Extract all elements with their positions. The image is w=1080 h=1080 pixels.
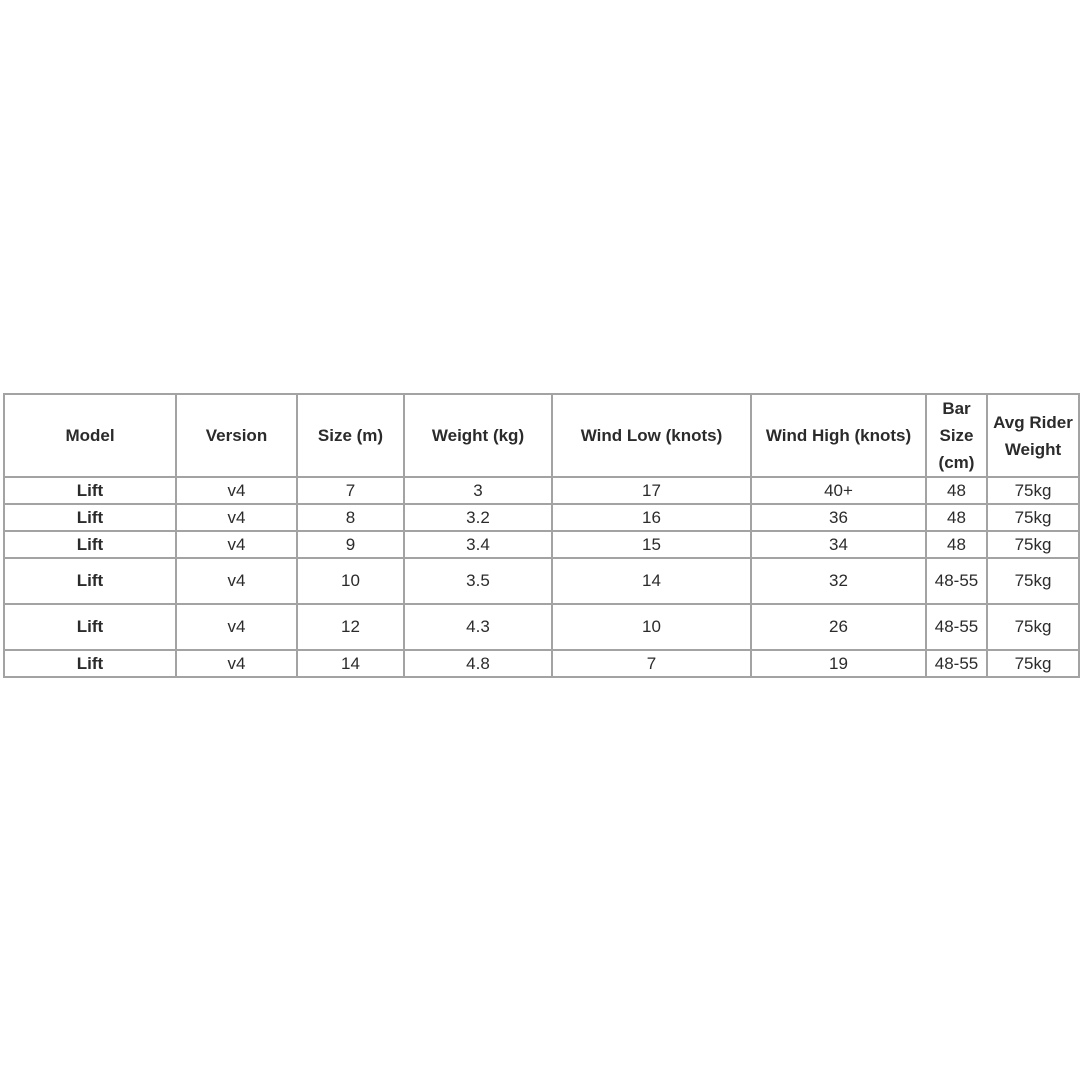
cell-model: Lift [4, 477, 176, 504]
cell-avg-rider-weight: 75kg [987, 504, 1079, 531]
cell-avg-rider-weight: 75kg [987, 531, 1079, 558]
header-size: Size (m) [297, 394, 404, 477]
cell-size: 9 [297, 531, 404, 558]
header-wind-low: Wind Low (knots) [552, 394, 751, 477]
table-row [4, 650, 1079, 677]
cell-size: 7 [297, 477, 404, 504]
kite-spec-table [3, 393, 1080, 678]
cell-wind-high: 36 [751, 504, 926, 531]
header-wind-high: Wind High (knots) [751, 394, 926, 477]
cell-size: 10 [297, 558, 404, 604]
cell-model: Lift [4, 504, 176, 531]
header-model: Model [4, 394, 176, 477]
cell-size: 8 [297, 504, 404, 531]
table-row [4, 504, 1079, 531]
cell-size: 14 [297, 650, 404, 677]
header-bar-size: Bar Size (cm) [926, 394, 987, 477]
header-version: Version [176, 394, 297, 477]
cell-bar-size: 48-55 [926, 604, 987, 650]
cell-avg-rider-weight: 75kg [987, 477, 1079, 504]
cell-avg-rider-weight: 75kg [987, 650, 1079, 677]
cell-wind-high: 32 [751, 558, 926, 604]
cell-model: Lift [4, 531, 176, 558]
cell-version: v4 [176, 604, 297, 650]
cell-version: v4 [176, 558, 297, 604]
cell-weight: 3.4 [404, 531, 552, 558]
cell-version: v4 [176, 531, 297, 558]
cell-bar-size: 48 [926, 477, 987, 504]
cell-wind-low: 15 [552, 531, 751, 558]
cell-size: 12 [297, 604, 404, 650]
cell-weight: 3.2 [404, 504, 552, 531]
cell-wind-low: 7 [552, 650, 751, 677]
cell-bar-size: 48 [926, 531, 987, 558]
table-row [4, 531, 1079, 558]
cell-weight: 4.8 [404, 650, 552, 677]
table-row [4, 604, 1079, 650]
cell-wind-high: 19 [751, 650, 926, 677]
cell-weight: 3 [404, 477, 552, 504]
cell-weight: 3.5 [404, 558, 552, 604]
cell-wind-low: 17 [552, 477, 751, 504]
cell-model: Lift [4, 650, 176, 677]
table-header-row [4, 394, 1079, 477]
cell-wind-low: 14 [552, 558, 751, 604]
cell-wind-high: 34 [751, 531, 926, 558]
cell-avg-rider-weight: 75kg [987, 604, 1079, 650]
header-avg-rider-weight: Avg Rider Weight [987, 394, 1079, 477]
table-row [4, 558, 1079, 604]
cell-model: Lift [4, 558, 176, 604]
cell-version: v4 [176, 650, 297, 677]
cell-bar-size: 48-55 [926, 558, 987, 604]
cell-wind-high: 40+ [751, 477, 926, 504]
cell-version: v4 [176, 504, 297, 531]
cell-model: Lift [4, 604, 176, 650]
cell-version: v4 [176, 477, 297, 504]
cell-weight: 4.3 [404, 604, 552, 650]
table-row [4, 477, 1079, 504]
cell-wind-low: 10 [552, 604, 751, 650]
header-weight: Weight (kg) [404, 394, 552, 477]
cell-wind-low: 16 [552, 504, 751, 531]
cell-bar-size: 48 [926, 504, 987, 531]
cell-bar-size: 48-55 [926, 650, 987, 677]
cell-avg-rider-weight: 75kg [987, 558, 1079, 604]
cell-wind-high: 26 [751, 604, 926, 650]
